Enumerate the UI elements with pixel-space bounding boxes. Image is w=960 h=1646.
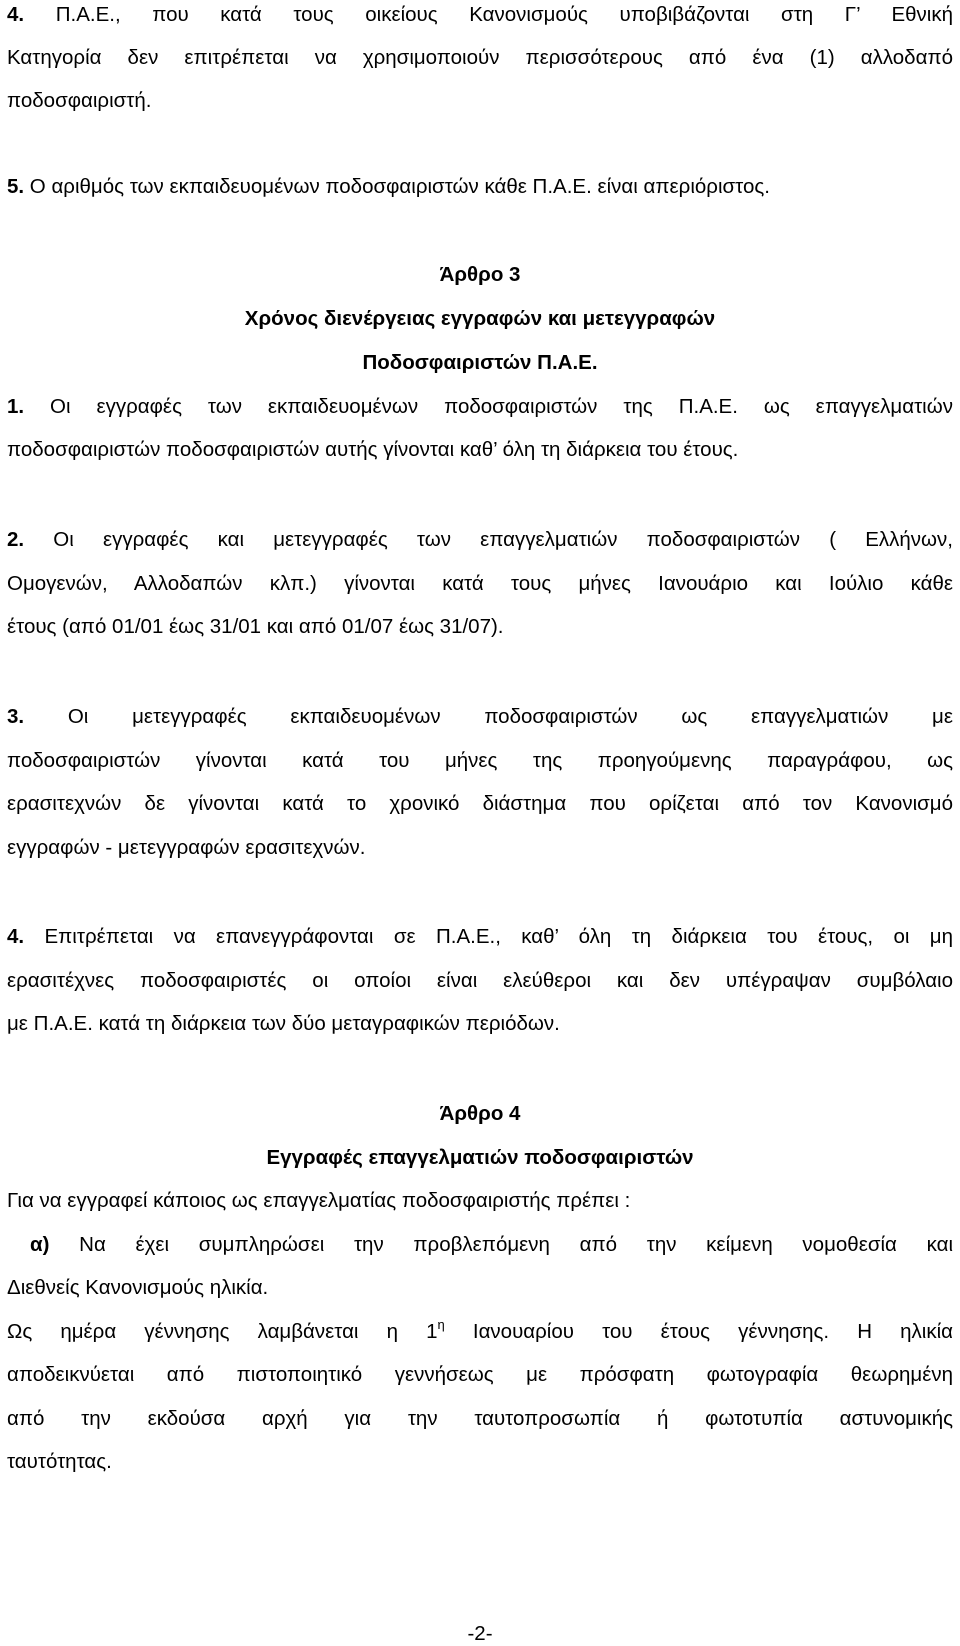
article3-p2-line-3: έτους (από 01/01 έως 31/01 και από 01/07 έως 31/07). [7,615,504,638]
item4-line-3: ποδοσφαιριστή. [7,89,152,112]
article3-p4-line-2: ερασιτέχνες ποδοσφαιριστές οι οποίοι είναι ελεύθεροι και δεν υπέγραψαν συμβόλαιο [7,969,953,992]
article3-p3-line-4: εγγραφών - μετεγγραφών ερασιτεχνών. [7,836,366,859]
item5-text: Ο αριθμός των εκπαιδευομένων ποδοσφαιριστών κάθε Π.Α.Ε. είναι απεριόριστος. [24,175,770,198]
article4-intro: Για να εγγραφεί κάποιος ως επαγγελματίας ποδοσφαιριστής πρέπει : [7,1189,631,1212]
article4-birth-line-1 [7,1317,953,1344]
article3-heading: Άρθρο 3 [439,263,521,286]
article4-heading: Άρθρο 4 [439,1102,521,1125]
article3-subtitle-2: Ποδοσφαιριστών Π.Α.Ε. [362,351,598,374]
article4-birth-line-4: ταυτότητας. [7,1450,112,1473]
article3-p3-line-1 [7,705,953,729]
article3-p4-line-1 [7,925,953,949]
article4-alpha-label: α) [30,1233,50,1256]
article4-alpha-line-1 [30,1233,953,1257]
item4-number: 4. [7,3,25,26]
article4-birth-line-2: αποδεικνύεται από πιστοποιητικό γεννήσεως με πρόσφατη φωτογραφία θεωρημένη [7,1363,953,1386]
article4-alpha-line-2: Διεθνείς Κανονισμούς ηλικία. [7,1276,269,1299]
article4-subtitle: Εγγραφές επαγγελματιών ποδοσφαιριστών [266,1146,694,1169]
article3-p2-number: 2. [7,528,25,551]
article3-p3-line-2: ποδοσφαιριστών γίνονται κατά του μήνες της προηγούμενης παραγράφου, ως [7,749,953,772]
item4-line-1 [7,3,953,27]
article3-p2-text-1: Οι εγγραφές και μετεγγραφές των επαγγελματιών ποδοσφαιριστών ( Ελλήνων, [24,528,953,551]
article3-p4-text-1: Επιτρέπεται να επανεγγράφονται σε Π.Α.Ε., καθ’ όλη τη διάρκεια του έτους, οι μη [24,925,953,948]
article4-birth-line-3: από την εκδούσα αρχή για την ταυτοπροσωπία ή φωτοτυπία αστυνομικής [7,1407,953,1430]
article3-p4-number: 4. [7,925,25,948]
article3-p3-line-3: ερασιτεχνών δε γίνονται κατά το χρονικό διάστημα που ορίζεται από τον Κανονισμό [7,792,953,815]
item4-line-2: Κατηγορία δεν επιτρέπεται να χρησιμοποιούν περισσότερους από ένα (1) αλλοδαπό [7,46,953,69]
article3-p2-line-2: Ομογενών, Αλλοδαπών κλπ.) γίνονται κατά τους μήνες Ιανουάριο και Ιούλιο κάθε [7,572,953,595]
article3-p2-line-1 [7,528,953,552]
article4-birth-after: Ιανουαρίου του έτους γέννησης. Η ηλικία [444,1320,953,1343]
item5-line [7,175,953,199]
item4-text-1: Π.Α.Ε., που κατά τους οικείους Κανονισμούς υποβιβάζονται στη Γ’ Εθνική [55,3,953,26]
article4-alpha-text-1: Να έχει συμπληρώσει την προβλεπόμενη από την κείμενη νομοθεσία και [49,1233,953,1256]
article3-subtitle-1: Χρόνος διενέργειας εγγραφών και μετεγγραφών [244,307,716,330]
article3-p4-line-3: με Π.Α.Ε. κατά τη διάρκεια των δύο μεταγραφικών περιόδων. [7,1012,560,1035]
article4-birth-sup: η [437,1317,445,1332]
page-number: -2- [467,1622,493,1645]
article3-p1-line-2: ποδοσφαιριστών ποδοσφαιριστών αυτής γίνονται καθ’ όλη τη διάρκεια του έτους. [7,438,739,461]
article4-birth-before: Ως ημέρα γέννησης λαμβάνεται η 1 [7,1320,438,1343]
article3-p1-number: 1. [7,395,25,418]
article3-p1-line-1 [7,395,953,419]
article3-p1-text-1: Οι εγγραφές των εκπαιδευομένων ποδοσφαιριστών της Π.Α.Ε. ως επαγγελματιών [24,395,953,418]
article3-p3-text-1: Οι μετεγγραφές εκπαιδευομένων ποδοσφαιριστών ως επαγγελματιών με [24,705,953,728]
article3-p3-number: 3. [7,705,25,728]
item5-number: 5. [7,175,25,198]
